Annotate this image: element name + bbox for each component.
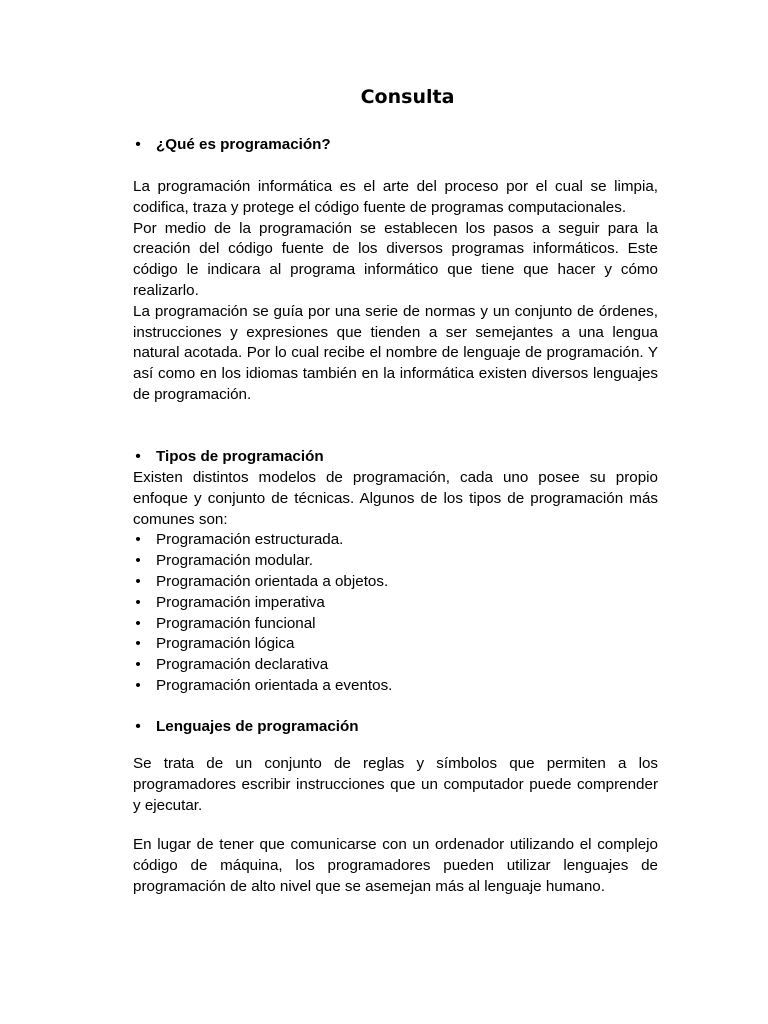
list-item xyxy=(133,572,658,593)
bullet-icon: • xyxy=(135,552,141,570)
bullet-icon: • xyxy=(135,676,141,694)
section-body-lenguajes-de-programacion-2 xyxy=(133,835,658,897)
bullet-icon: • xyxy=(135,531,141,549)
list-item-text: Programación lógica xyxy=(156,635,295,653)
list-item xyxy=(133,530,658,551)
list-item-text: Programación imperativa xyxy=(156,593,325,611)
list-item xyxy=(133,614,658,635)
section-heading-que-es-programacion xyxy=(133,135,681,156)
list-item xyxy=(133,593,658,614)
document-title: Consulta xyxy=(360,86,455,108)
bullet-icon: • xyxy=(135,718,141,735)
paragraph: La programación informática es el arte del proceso por el cual se limpia, codifica, traza y protege el código fuente de programas computacionales. xyxy=(133,178,658,216)
list-item-text: Programación estructurada. xyxy=(156,531,344,549)
paragraph: Por medio de la programación se establecen los pasos a seguir para la creación del código fuente de los diversos programas informáticos. Este código le indicara al programa informático que tiene que hacer y cómo realizarlo. xyxy=(133,219,658,299)
paragraph: Existen distintos modelos de programación, cada uno posee su propio enfoque y conjunto de técnicas. Algunos de los tipos de programación más comunes son: xyxy=(133,469,658,528)
section-body-lenguajes-de-programacion xyxy=(133,754,658,816)
bullet-icon: • xyxy=(135,448,141,465)
list-item-text: Programación orientada a objetos. xyxy=(156,572,389,590)
bullet-icon: • xyxy=(135,572,141,590)
bullet-icon: • xyxy=(135,593,141,611)
list-item xyxy=(133,551,658,572)
list-item xyxy=(133,655,658,676)
programming-types-list xyxy=(133,530,658,696)
bullet-icon: • xyxy=(135,656,141,674)
section-heading-text: ¿Qué es programación? xyxy=(156,136,331,153)
section-heading-text: Tipos de programación xyxy=(156,448,324,465)
list-item-text: Programación orientada a eventos. xyxy=(156,676,393,694)
list-item xyxy=(133,634,658,655)
bullet-icon: • xyxy=(135,136,141,153)
section-heading-lenguajes-de-programacion xyxy=(133,717,681,738)
list-item-text: Programación funcional xyxy=(156,614,316,632)
section-heading-text: Lenguajes de programación xyxy=(156,718,359,735)
paragraph: Se trata de un conjunto de reglas y símbolos que permiten a los programadores escribir instrucciones que un computador puede comprender y ejecutar. xyxy=(133,755,658,814)
bullet-icon: • xyxy=(135,614,141,632)
section-body-que-es-programacion xyxy=(133,177,658,406)
section-body-tipos-de-programacion xyxy=(133,468,658,697)
bullet-icon: • xyxy=(135,635,141,653)
paragraph: La programación se guía por una serie de normas y un conjunto de órdenes, instrucciones y expresiones que tienden a ser semejantes a una lengua natural acotada. Por lo cual recibe el nombre de lenguaje de programación. Y así como en los idiomas también en la informática existen diversos lenguajes de programación. xyxy=(133,302,658,403)
section-heading-tipos-de-programacion xyxy=(133,447,681,468)
list-item-text: Programación modular. xyxy=(156,552,314,570)
list-item xyxy=(133,676,658,697)
list-item-text: Programación declarativa xyxy=(156,656,329,674)
paragraph: En lugar de tener que comunicarse con un ordenador utilizando el complejo código de máquina, los programadores pueden utilizar lenguajes de programación de alto nivel que se asemejan más al lenguaje humano. xyxy=(133,836,658,895)
